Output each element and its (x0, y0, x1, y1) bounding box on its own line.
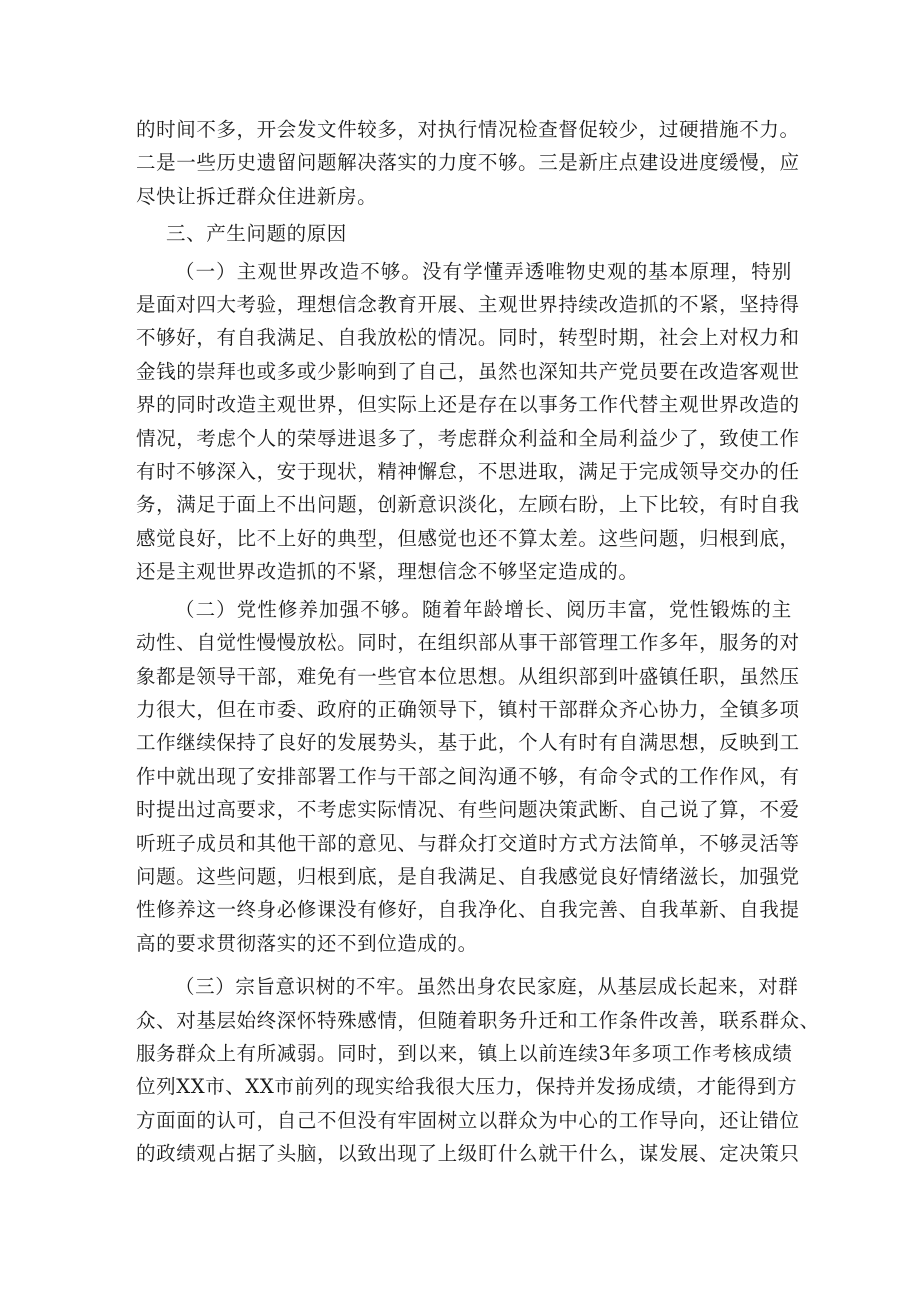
text-line: 力 很 大 ， 但 在 市 委 、 政 府 的 正 确 领 导 下 ， 镇 村 干 部 群 众 齐 心 协 力 ， 全 镇 多 项 (136, 697, 800, 721)
text-line: 还是主观世界改造抓的不紧，理想信念不够坚定造成的。 (136, 560, 639, 584)
paragraph-purpose-awareness (136, 970, 820, 1170)
text-line: 的 政 绩 观 占 据 了 头 脑 ， 以 致 出 现 了 上 级 盯 什 么 就 干 什 么 ， 谋 发 展 、 定 决 策 只 (136, 1142, 800, 1166)
text-line: 时 提 出 过 高 要 求 ， 不 考 虑 实 际 情 况 、 有 些 问 题 决 策 武 断 、 自 己 说 了 算 ， 不 爱 (136, 798, 800, 822)
text-line: 金 钱 的 崇 拜 也 或 多 或 少 影 响 到 了 自 己 ， 虽 然 也 深 知 共 产 党 员 要 在 改 造 客 观 世 (136, 359, 800, 383)
text-line: （ 二 ） 党 性 修 养 加 强 不 够 。 随 着 年 龄 增 长 、 阅 历 丰 富 ， 党 性 锻 炼 的 主 (175, 597, 792, 621)
text-line: 服 务 群 众 上 有 所 减 弱 。 同 时 ， 到 以 来 ， 镇 上 以 前 连 续 3 年 多 项 工 作 考 核 成 绩 (136, 1041, 793, 1065)
text-line: 方 面 面 的 认 可 ， 自 己 不 但 没 有 牢 固 树 立 以 群 众 为 中 心 的 工 作 导 向 ， 还 让 错 位 (136, 1108, 800, 1132)
text-line: 作 中 就 出 现 了 安 排 部 署 工 作 与 干 部 之 间 沟 通 不 够 ， 有 命 令 式 的 工 作 作 风 ， 有 (136, 764, 800, 788)
text-line: 高的要求贯彻落实的还不到位造成的。 (136, 931, 478, 955)
text-line: 的 时 间 不 多 ， 开 会 发 文 件 较 多 ， 对 执 行 情 况 检 查 督 促 较 少 ， 过 硬 措 施 不 力 。 (136, 118, 800, 141)
text-line: 有 时 不 够 深 入 ， 安 于 现 状 ， 精 神 懈 怠 ， 不 思 进 取 ， 满 足 于 完 成 领 导 交 办 的 任 (136, 460, 800, 484)
paragraph-party-spirit (136, 593, 800, 960)
continued-paragraph (136, 113, 800, 213)
paragraph-subjective-world (136, 255, 800, 589)
text-line: 感 觉 良 好 ， 比 不 上 好 的 典 型 ， 但 感 觉 也 还 不 算 太 差 。 这 些 问 题 ， 归 根 到 底 ， (136, 526, 800, 550)
section-heading (136, 217, 792, 250)
text-line: 听 班 子 成 员 和 其 他 干 部 的 意 见 、 与 群 众 打 交 道 时 方 式 方 法 简 单 ， 不 够 灵 活 等 (136, 831, 800, 855)
text-line: 不 够 好 ， 有 自 我 满 足 、 自 我 放 松 的 情 况 。 同 时 ， 转 型 时 期 ， 社 会 上 对 权 力 和 (136, 326, 800, 350)
text-line: （ 一 ） 主 观 世 界 改 造 不 够 。 没 有 学 懂 弄 透 唯 物 史 观 的 基 本 原 理 ， 特 别 (175, 259, 792, 283)
text-line: （ 三 ） 宗 旨 意 识 树 的 不 牢 。 虽 然 出 身 农 民 家 庭 ， 从 基 层 成 长 起 来 ， 对 群 (175, 975, 799, 999)
text-line: 动 性 、 自 觉 性 慢 慢 放 松 。 同 时 ， 在 组 织 部 从 事 干 部 管 理 工 作 多 年 ， 服 务 的 对 (136, 631, 800, 655)
text-line: 是 面 对 四 大 考 验 ， 理 想 信 念 教 育 开 展 、 主 观 世 界 持 续 改 造 抓 的 不 紧 ， 坚 持 得 (136, 293, 800, 317)
text-line: 二 是 一 些 历 史 遗 留 问 题 解 决 落 实 的 力 度 不 够 。 三 是 新 庄 点 建 设 进 度 缓 慢 ， 应 (136, 151, 800, 175)
text-line: 情 况 ， 考 虑 个 人 的 荣 辱 进 退 多 了 ， 考 虑 群 众 利 益 和 全 局 利 益 少 了 ， 致 使 工 作 (136, 426, 800, 450)
text-line: 务 ， 满 足 于 面 上 不 出 问 题 ， 创 新 意 识 淡 化 ， 左 顾 右 盼 ， 上 下 比 较 ， 有 时 自 我 (136, 493, 800, 517)
text-line: 众 、 对 基 层 始 终 深 怀 特 殊 感 情 ， 但 随 着 职 务 升 迁 和 工 作 条 件 改 善 ， 联 系 群 众 、 (136, 1008, 820, 1032)
text-line: 工 作 继 续 保 持 了 良 好 的 发 展 势 头 ， 基 于 此 ， 个 人 有 时 有 自 满 思 想 ， 反 映 到 工 (136, 731, 800, 755)
heading-text: 三、产生问题的原因 (166, 222, 347, 246)
text-line: 界 的 同 时 改 造 主 观 世 界 ， 但 实 际 上 还 是 存 在 以 事 务 工 作 代 替 主 观 世 界 改 造 的 (136, 393, 800, 417)
text-line: 问 题 。 这 些 问 题 ， 归 根 到 底 ， 是 自 我 满 足 、 自 我 感 觉 良 好 情 绪 滋 长 ， 加 强 党 (136, 864, 800, 888)
document-body (136, 113, 820, 1171)
text-line: 位 列 X X 市 、 X X 市 前 列 的 现 实 给 我 很 大 压 力 ， 保 持 并 发 扬 成 绩 ， 才 能 得 到 方 (136, 1075, 798, 1099)
text-line: 尽快让拆迁群众住进新房。 (136, 184, 378, 208)
text-line: 性 修 养 这 一 终 身 必 修 课 没 有 修 好 ， 自 我 净 化 、 自 我 完 善 、 自 我 革 新 、 自 我 提 (136, 898, 800, 922)
text-line: 象 都 是 领 导 干 部 ， 难 免 有 一 些 官 本 位 思 想 。 从 组 织 部 到 叶 盛 镇 任 职 ， 虽 然 压 (136, 664, 800, 688)
